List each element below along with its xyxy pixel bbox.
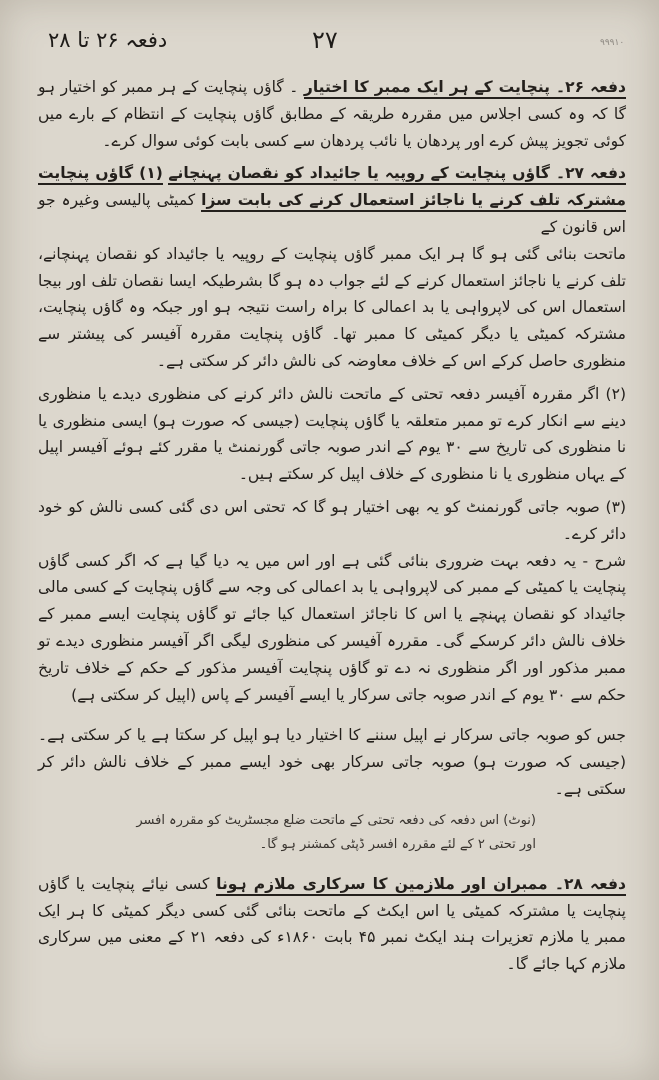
section-28-heading: دفعہ ۲۸۔ ممبران اور ملازمین کا سرکاری ملازم ہونا <box>216 875 626 896</box>
section-26 <box>38 74 626 154</box>
footnote-line: اور تحتی ۲ کے لئے مقررہ افسر ڈپٹی کمشنر ہو گا۔ <box>259 836 536 852</box>
section-27-text-2: کمیٹی پالیسی وغیرہ جو اس قانون کے <box>38 191 626 236</box>
section-range-label: دفعہ ۲۶ تا ۲۸ <box>48 28 168 52</box>
section-27 <box>38 160 626 240</box>
paragraph: (۲) اگر مقررہ آفیسر دفعہ تحتی کے ماتحت نالش دائر کرنے کی منظوری دیدے یا منظوری دینے سے انکار کرے تو ممبر متعلقہ یا گاؤں پنچایت (جیسی کہ صورت ہو) ایسی منظوری یا نا منظوری کی تاریخ سے ۳۰ یوم کے اندر صوبہ جاتی گورنمنٹ یا مقرر کئے ہوئے آفیسر اپیل کے یہاں منظوری یا نا منظوری کے خلاف اپیل کر سکتے ہیں۔ <box>38 384 627 484</box>
section-27-heading: دفعہ ۲۷۔ گاؤں پنچایت کے روپیہ یا جائیداد کو نقصان پہنچانے <box>168 164 626 185</box>
paragraph: جس کو صوبہ جاتی سرکار نے اپیل سننے کا اختیار دیا ہو اپیل کر سکتا ہے یا کر سکتی ہے۔ (جیسی کہ صورت ہو) صوبہ جاتی سرکار بھی خود ایسے ممبر کے خلاف نالش دائر کر سکتی ہے۔ <box>38 726 626 798</box>
section-26-text: ۔ گاؤں پنچایت کے ہر ممبر کو اختیار ہو گا کہ وہ کسی اجلاس میں مقررہ طریقہ کے مطابق گاؤں پنچایت کے انتظام کے بارے میں کوئی تجویز پیش کرے اور پردھان یا نائب پردھان سے کسی بابت کوئی سوال کرے۔ <box>38 78 626 150</box>
footnote-line: (نوٹ) اس دفعہ کی دفعہ تحتی کے ماتحت ضلع مجسٹریٹ کو مقررہ افسر <box>136 812 536 828</box>
page-number: ۲۷ <box>312 26 338 54</box>
section-26-heading: دفعہ ۲۶۔ پنچایت کے ہر ایک ممبر کا اختیار <box>304 78 626 99</box>
paragraph: ماتحت بنائی گئی ہو گا ہر ایک ممبر گاؤں پنچایت کے روپیہ یا جائیداد کو نقصان پہنچانے، تلف کرنے یا ناجائز استعمال کرنے کے لئے جواب دہ ہو گا بشرطیکہ ایسا نقصان تلف اور بیجا استعمال اس کی لاپرواہی یا بد اعمالی کا براہ راست نتیجہ ہو اور جبکہ وہ گاؤں پنچایت، مشترکہ کمیٹی یا دیگر کمیٹی کا ممبر تھا۔ گاؤں پنچایت مقررہ آفیسر کی پیشتر سے منظوری حاصل کرکے اس کے خلاف معاوضہ کی نالش دائر کر سکتی ہے۔ <box>38 244 626 370</box>
page-header <box>0 22 659 62</box>
document-body <box>38 74 626 978</box>
section-28 <box>38 871 626 978</box>
section-28-text: کسی نیائے پنچایت یا گاؤں پنچایت یا مشترکہ کمیٹی یا اس ایکٹ کے ماتحت بنائی گئی کسی دیگر کمیٹی کا ہر ایک ممبر یا ملازم تعزیرات ہند ایکٹ نمبر ۴۵ بابت ۱۸۶۰ء کی دفعہ ۲۱ کے معنی میں سرکاری ملازم کہا جائے گا۔ <box>38 874 626 974</box>
footnote <box>38 809 626 857</box>
section-27-text: (۱) گاؤں پنچایت مشترکہ تلف کرنے یا ناجائز استعمال کرنے کی بابت سزا <box>38 164 626 212</box>
paragraph: (۳) صوبہ جاتی گورنمنٹ کو یہ بھی اختیار ہو گا کہ تحتی اس دی گئی کسی نالش کو خود دائر کرے۔ <box>38 497 626 543</box>
corner-code: ۹۹۹۱۰ <box>600 38 625 48</box>
commentary-paragraph: شرح - یہ دفعہ بہت ضروری بنائی گئی ہے اور اس میں یہ دیا گیا ہے کہ اگر کسی گاؤں پنچایت یا کمیٹی کے ممبر کی لاپرواہی یا بد اعمالی کی وجہ سے گاؤں پنچایت کے کسی مالی جائیداد کو نقصان پہنچے یا اس کا ناجائز استعمال کیا جائے تو گاؤں پنچایت ایسے ممبر کے خلاف نالش دائر کرسکے گی۔ مقررہ آفیسر کی منظوری لیگی اگر آفیسر منظوری دیدے تو ممبر مذکور اور اگر منظوری نہ دے تو گاؤں پنچایت آفیسر مذکور کے حکم کے خلاف تاریخ حکم سے ۳۰ یوم کے اندر صوبہ جاتی سرکار یا ایسے آفیسر کے پاس (اپیل کر سکتی ہے) <box>38 551 626 704</box>
